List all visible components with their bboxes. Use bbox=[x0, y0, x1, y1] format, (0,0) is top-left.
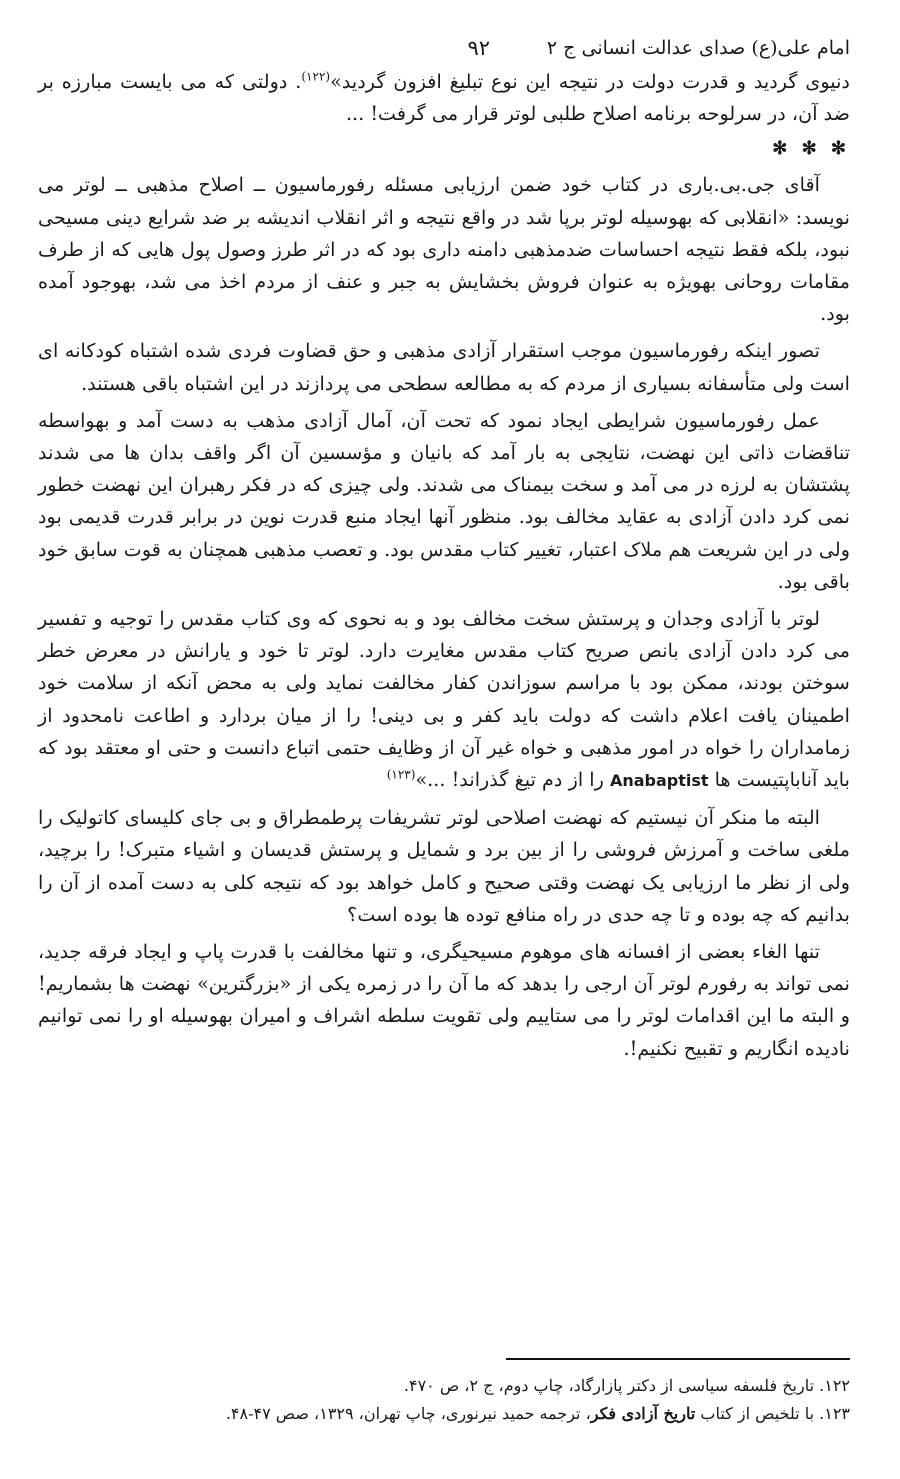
paragraph: تصور اینکه رفورماسیون موجب استقرار آزادی مذهبی و حق قضاوت فردی شده اشتباه کودکانه ای است ولی متأسفانه بسیاری از مردم که به مطالعه سطحی می پردازند در این اشتباه باقی هستند. bbox=[38, 339, 850, 395]
paragraph-text: . دولتی که می بایست مبارزه بر ضد آن، در سرلوحه برنامه اصلاح طلبی لوتر قرار می گرفت! ... bbox=[38, 70, 850, 126]
footnote-divider bbox=[506, 1358, 850, 1360]
footnote-text: تاریخ فلسفه سیاسی از دکتر پازارگاد، چاپ دوم، ج ۲، ص ۴۷۰. bbox=[403, 1376, 820, 1395]
latin-term: Anabaptist bbox=[609, 771, 709, 791]
footnote-reference-122[interactable]: (۱۲۲) bbox=[301, 69, 331, 84]
footnote-number: ۱۲۳. bbox=[819, 1404, 850, 1423]
paragraph: تنها الغاء بعضی از افسانه های موهوم مسیحیگری، و تنها مخالفت با قدرت پاپ و ایجاد فرقه جدید، نمی تواند به رفورم لوتر آن ارجی را بدهد که ما آن را در زمره یکی از «بزرگترین» نهضت ها بشماریم! و البته ما این اقدامات لوتر را می ستاییم ولی تقویت سلطه اشراف و امیران بهوسیله او را نمی توانیم نادیده انگاریم و تقبیح نکنیم!. bbox=[38, 940, 850, 1060]
footnote-text: ، ترجمه حمید نیرنوری، چاپ تهران، ۱۳۲۹، صص ۴۷-۴۸. bbox=[225, 1404, 591, 1423]
paragraph-text: لوتر با آزادی وجدان و پرستش سخت مخالف بود و به نحوی که وی کتاب مقدس را توجیه و تفسیر می کرد دادن آزادی بانص صریح کتاب مقدس مغایرت دارد. لوتر تا خود و یارانش در معرض خطر سوختن بودند، ممکن بود با مراسم سوزاندن کفار مخالفت نماید ولی به محض آنکه از سلامت خود اطمینان یافت اعلام داشت که دولت باید کفر و بی دینی! را از میان بردارد و اطاعت نامحدود از زمامداران را خواه در امور مذهبی و خواه غیر آن از وظایف حتمی اتباع دانست و حتی او معتقد بود که باید آناباپتیست ها bbox=[38, 607, 850, 792]
running-title: امام علی(ع) صدای عدالت انسانی ج ۲ bbox=[546, 37, 850, 59]
paragraph bbox=[38, 603, 850, 797]
main-text bbox=[38, 66, 850, 1065]
footnote-book-title: تاریخ آزادی فکر bbox=[590, 1404, 696, 1423]
page-number: ۹۲ bbox=[467, 36, 490, 60]
footnote-123 bbox=[38, 1400, 850, 1428]
paragraph: عمل رفورماسیون شرایطی ایجاد نمود که تحت آن، آمال آزادی مذهب به دست آمد و بهواسطه تناقضات ذاتی این نهضت، نتایجی به بار آمد که بانیان و مؤسسین آن اگر واقف بدان ها می شدند پشتشان به لرزه در می آمد و سخت بیمناک می شدند. ولی چیزی که در فکر رهبران این نهضت خطور نمی کرد دادن آزادی به عقاید مخالف بود. منظور آنها ایجاد منبع قدرت نوین در برابر قدرت قدیمی بود ولی در این شریعت هم ملاک اعتبار، تغییر کتاب مقدس بود. و تعصب مذهبی همچنان به قوت سابق خود باقی بود. bbox=[38, 408, 850, 593]
footnote-reference-123[interactable]: (۱۲۳) bbox=[386, 767, 416, 782]
paragraph: آقای جی.بی.باری در کتاب خود ضمن ارزیابی مسئله رفورماسیون ــ اصلاح مذهبی ــ لوتر می نویسد: «انقلابی که بهوسیله لوتر برپا شد در واقع نتیجه و اثر انقلاب اندیشه بر ضد شرایع دینی مسیحی نبود، بلکه فقط نتیجه احساسات ضدمذهبی دامنه داری بود که در اثر طرز وصول پول هایی که از طرف مقامات روحانی بهویژه به عنوان فروش بخشایش به جبر و عنف از مردم اخذ می شد، بهوجود آمده بود. bbox=[38, 173, 850, 326]
paragraph-text: را از دم تیغ گذراند! ...» bbox=[415, 768, 610, 792]
section-separator: ✻ ✻ ✻ bbox=[772, 138, 850, 160]
footnote-122 bbox=[38, 1372, 850, 1400]
footnote-number: ۱۲۲. bbox=[819, 1376, 850, 1395]
paragraph-continuation bbox=[38, 66, 850, 130]
book-page bbox=[38, 30, 850, 1423]
page-header bbox=[38, 30, 850, 66]
footnote-text: با تلخیص از کتاب bbox=[695, 1404, 820, 1423]
footnotes bbox=[38, 1372, 850, 1428]
paragraph: البته ما منکر آن نیستیم که نهضت اصلاحی لوتر تشریفات پرطمطراق و بی جای کلیسای کاتولیک را ملغی ساخت و آمرزش فروشی را از بین برد و شمایل و پرستش قدیسان و اشیاء متبرک! را برچید، ولی از نظر ما ارزیابی یک نهضت وقتی صحیح و کامل خواهد بود که نتیجه کلی به دست آمده از آن را بدانیم که چه بوده و تا چه حدی در راه منافع توده ها بوده است؟ bbox=[38, 806, 850, 926]
paragraph-text: دنیوی گردید و قدرت دولت در نتیجه این نوع تبلیغ افزون گردید» bbox=[330, 70, 850, 93]
